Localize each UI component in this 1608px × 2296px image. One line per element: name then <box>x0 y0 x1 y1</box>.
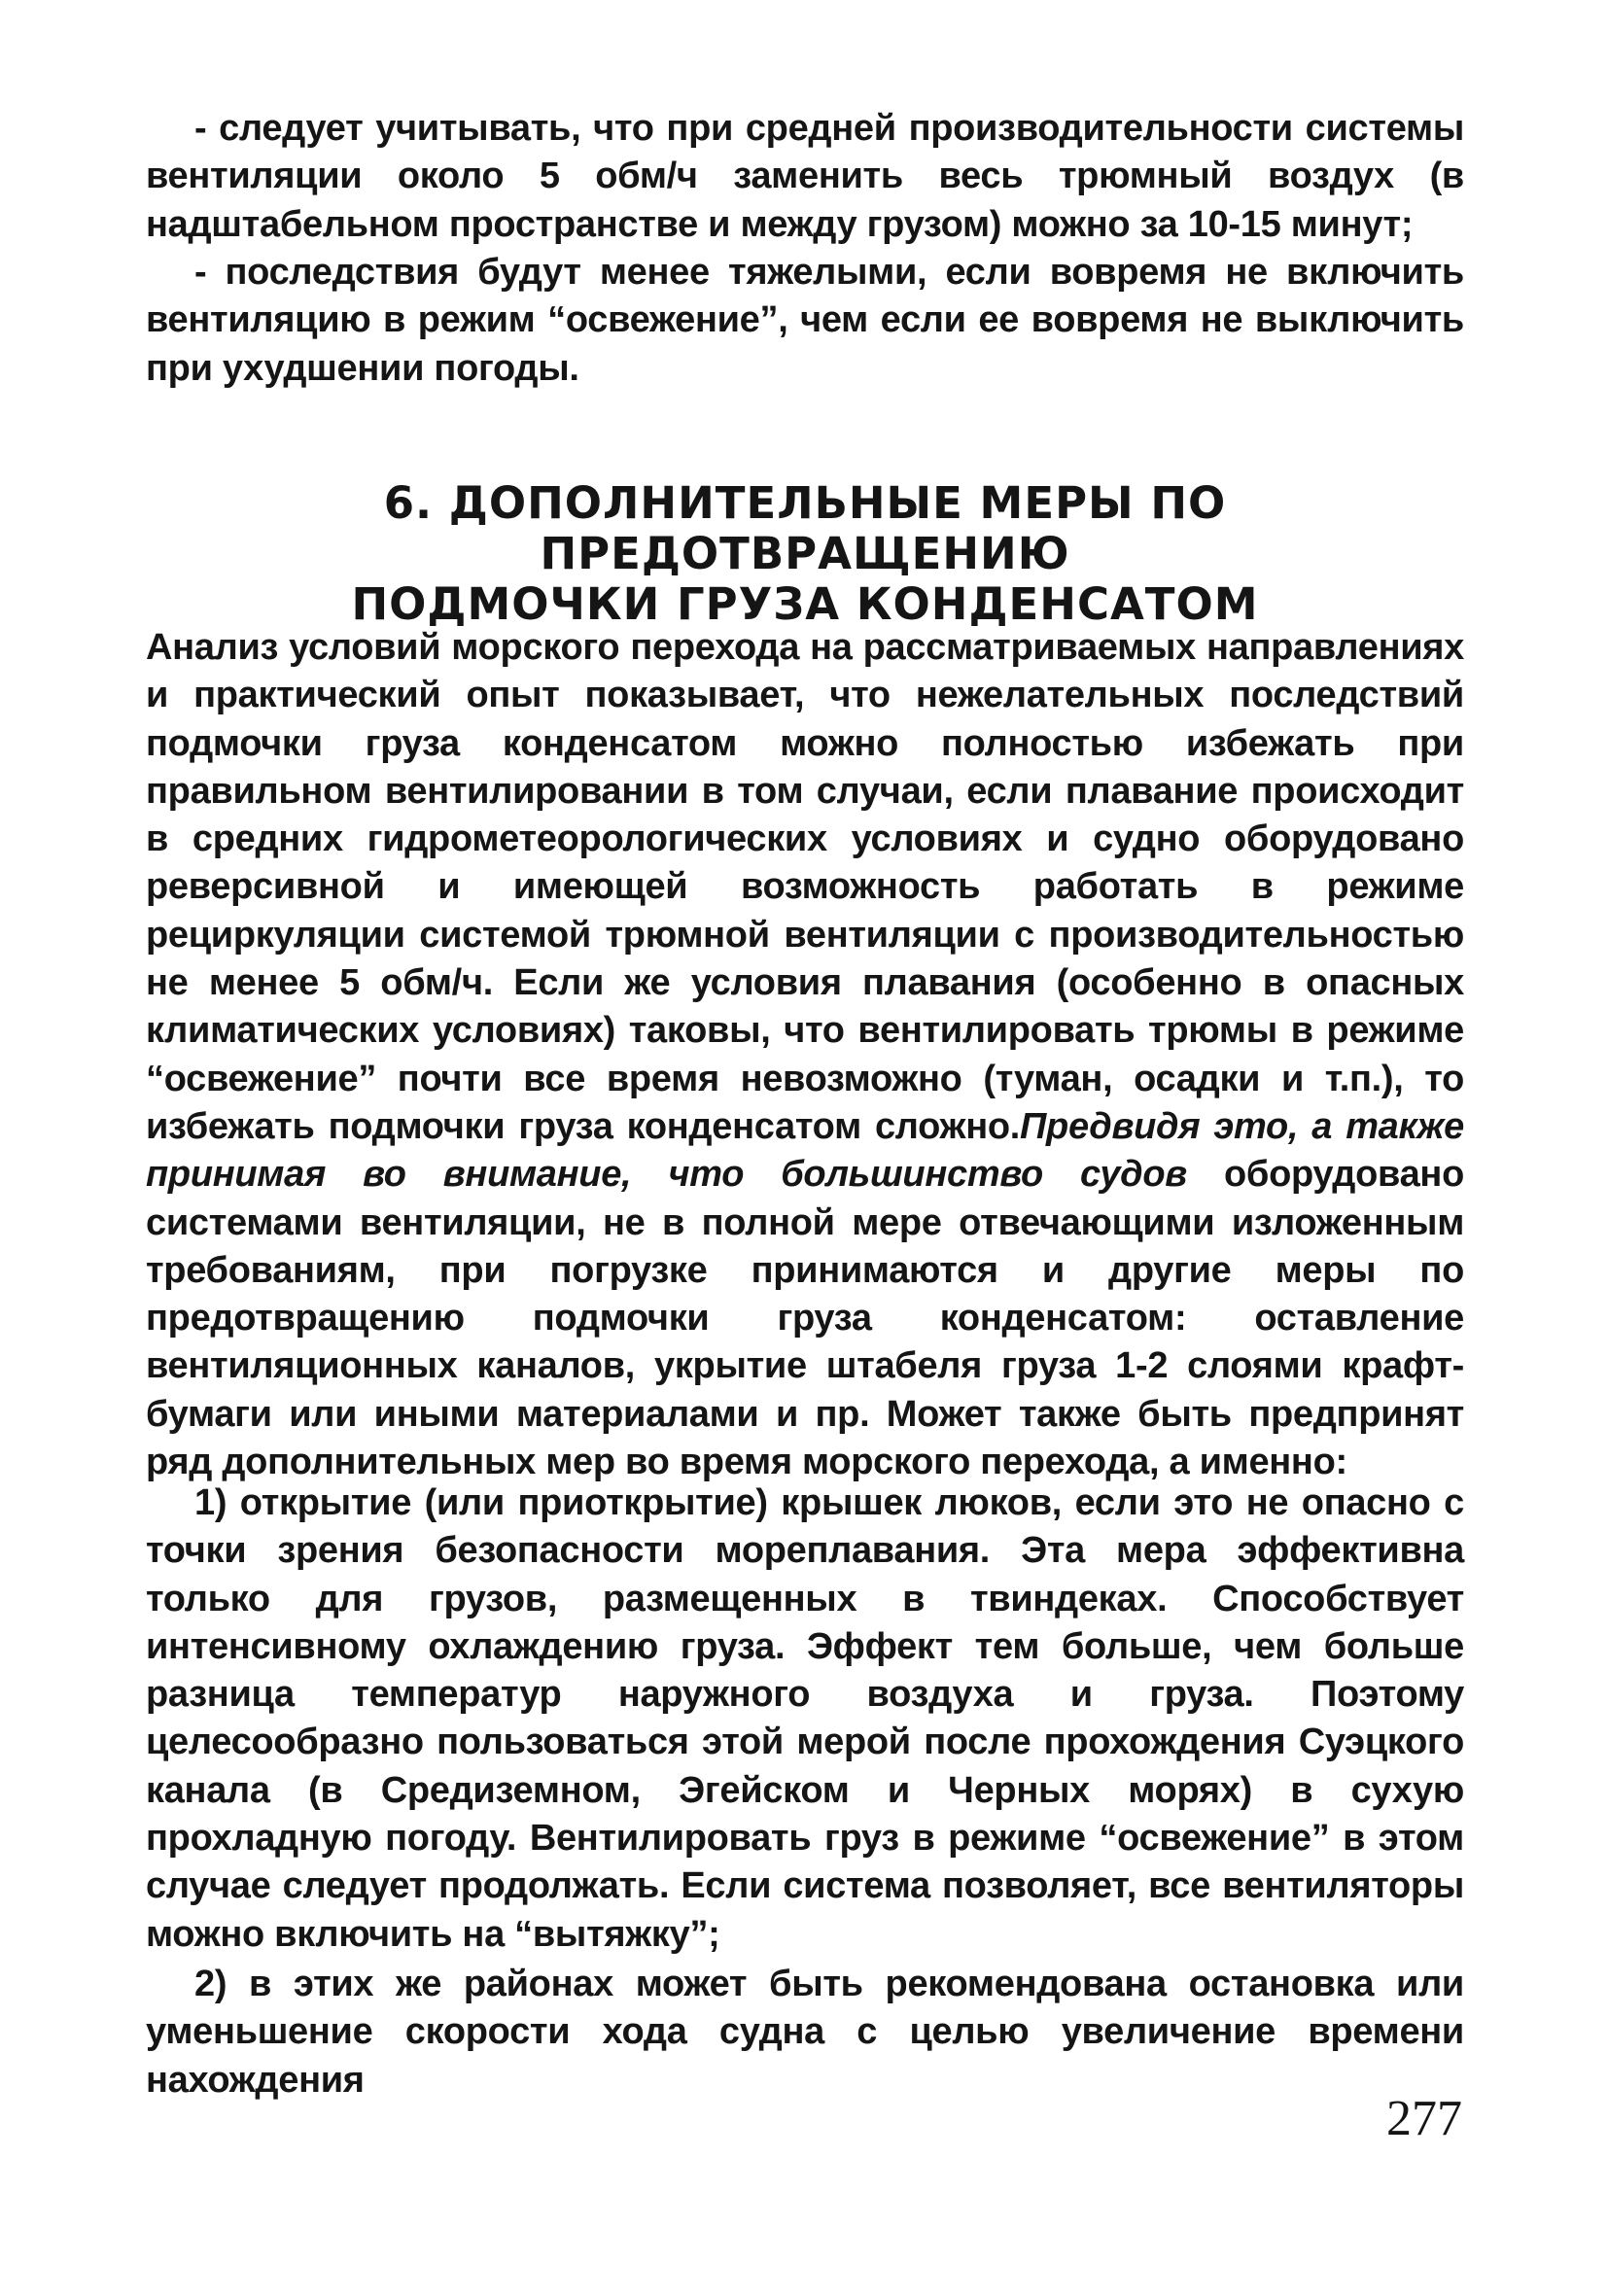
bullet-paragraph-1: - следует учитывать, что при средней производительности системы вентиляции около 5 обм/ч заменить весь трюмный воздух (в надштабельном пространстве и между грузом) можно за 10-15 минут; <box>146 108 1464 245</box>
numbered-item-2: 2) в этих же районах может быть рекомендована остановка или уменьшение скорости хода судна с целью увеличение времени нахождения <box>146 1964 1464 2101</box>
main-paragraph-text-1: Анализ условий морского перехода на рассматриваемых направлениях и практический опыт показывает, что нежелательных последствий подмочки груза конденсатом можно полностью избежать при правильном вентилировании в том случаи, если плавание происходит в средних гидрометеорологических условиях и судно оборудовано реверсивной и имеющей возможность работать в режиме рециркуляции системой трюмной вентиляции с производительностью не менее 5 обм/ч. Если же условия плавания (особенно в опасных климатических условиях) таковы, что вентилировать трюмы в режиме “освежение” почти все время невозможно (туман, осадки и т.п.), то избежать подмочки груза конденсатом сложно. <box>146 627 1464 1147</box>
numbered-item-1: 1) открытие (или приоткрытие) крышек люков, если это не опасно с точки зрения безопасности мореплавания. Эта мера эффективна только для грузов, размещенных в твиндеках. Способствует интенсивному охлаждению груза. Эффект тем больше, чем больше разница температур наружного воздуха и груза. Поэтому целесообразно пользоваться этой мерой после прохождения Суэцкого канала (в Средиземном, Эгейском и Черных морях) в сухую прохладную погоду. Вентилировать груз в режиме “освежение” в этом случае следует продолжать. Если система позволяет, все вентиляторы можно включить на “вытяжку”; <box>146 1482 1464 1955</box>
main-paragraph <box>146 624 1464 1486</box>
page-number: 277 <box>1386 2091 1462 2146</box>
section-heading <box>146 478 1464 630</box>
section-heading-line-2: ПОДМОЧКИ ГРУЗА КОНДЕНСАТОМ <box>351 578 1259 630</box>
section-heading-line-1: 6. ДОПОЛНИТЕЛЬНЫЕ МЕРЫ ПО ПРЕДОТВРАЩЕНИЮ <box>383 477 1227 579</box>
bullet-paragraph-2: - последствия будут менее тяжелыми, если вовремя не включить вентиляцию в режим “освежение”, чем если ее вовремя не выключить при ухудшении погоды. <box>146 252 1464 389</box>
main-paragraph-italic-text: Предвидя это, а также принимая во внимание, что большинство судов <box>146 1105 1464 1196</box>
main-paragraph-text-3: оборудовано системами вентиляции, не в полной мере отвечающими изложенным требованиям, при погрузке принимаются и другие меры по предотвращению подмочки груза конденсатом: оставление вентиляционных каналов, укрытие штабеля груза 1-2 слоями крафт-бумаги или иными материалами и пр. Может также быть предпринят ряд дополнительных мер во время морского перехода, а именно: <box>146 1154 1464 1483</box>
